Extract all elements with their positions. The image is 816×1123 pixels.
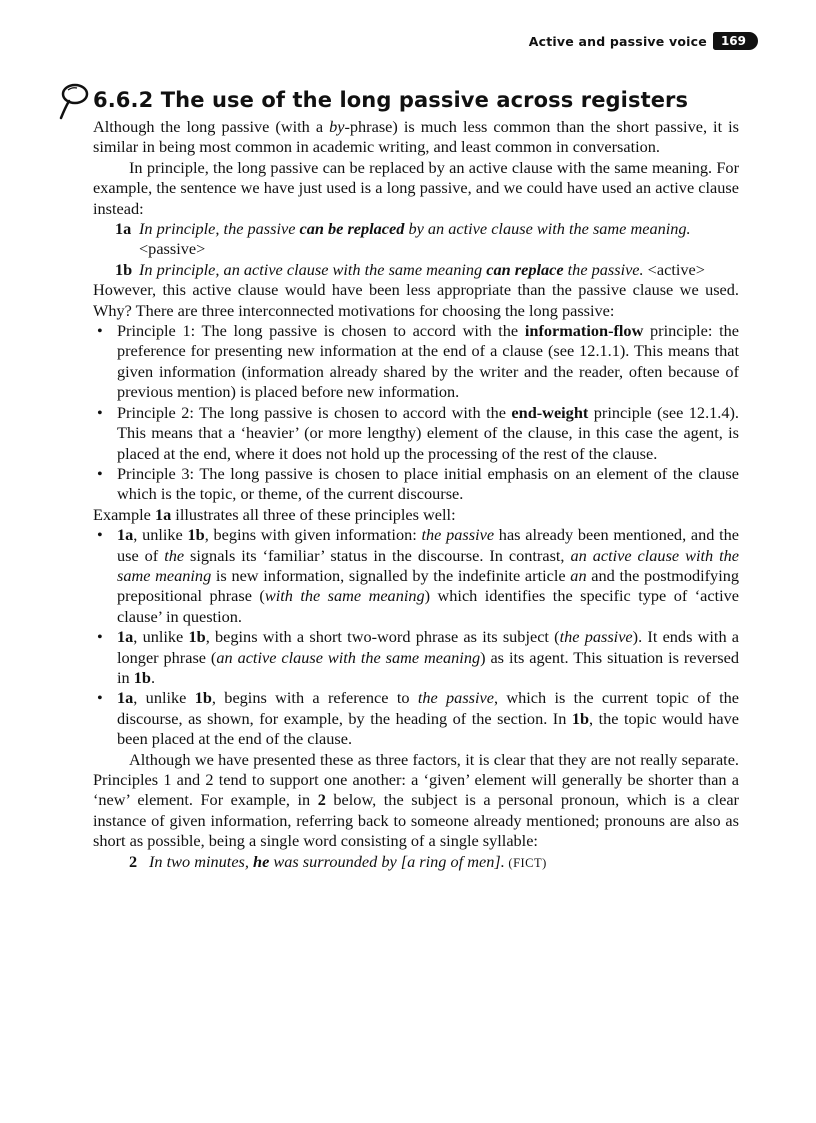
paragraph-2: In principle, the long passive can be replaced by an active clause with the same meaning. For example, the sentence we have just used is a long passive, and we could have used an active clause instead: [93,157,739,218]
list-item: • Principle 3: The long passive is chosen to place initial emphasis on an element of the clause which is the topic, or theme, of the current discourse. [93,464,739,505]
list-item: • Principle 1: The long passive is chosen to accord with the information-flow principle: the preference for presenting new information at the end of a clause (see 12.1.1). This means that given information (information already shared by the writer and the reader, often because of previous mention) is placed before new information. [93,321,739,403]
paragraph-1: Although the long passive (with a by-phrase) is much less common than the short passive, it is similar in being most common in academic writing, and least common in conversation. [93,117,739,157]
paragraph-4: Example 1a illustrates all three of these principles well: [93,504,456,524]
example-1a [93,219,739,260]
section-number: 6.6.2 [93,88,154,112]
example-number: 1a [115,219,132,239]
section-heading [55,80,688,120]
list-item: • 1a, unlike 1b, begins with a short two-word phrase as its subject (the passive). It ends with a longer phrase (an active clause with the same meaning) as its agent. This situation is reversed in 1b. [93,627,739,688]
section-title [93,88,688,112]
paragraph-3: However, this active clause would have been less appropriate than the passive clause we used. Why? There are three interconnected motivations for choosing the long passive: [93,280,739,320]
list-item: • Principle 2: The long passive is chosen to accord with the end-weight principle (see 12.1.4). This means that a ‘heavier’ (or more lengthy) element of the clause, in this case the agent, is placed at the end, where it does not hold up the processing of the rest of the clause. [93,403,739,464]
example-text: In two minutes, he was surrounded by [a ring of men]. (FICT) [149,851,547,871]
running-head-title: Active and passive voice [528,33,707,49]
running-head [529,30,758,52]
body-text [93,117,739,873]
analysis-list [93,525,739,749]
example-number: 2 [129,851,138,871]
list-item: • 1a, unlike 1b, begins with given information: the passive has already been mentioned, and the use of the signals its ‘familiar’ status in the discourse. In contrast, an active clause with the same meaning is new information, signalled by the indefinite article an and the postmodifying prepositional phrase (with the same meaning) which identifies the specific type of ‘active clause’ in question. [93,525,739,627]
example-text: In principle, an active clause with the same meaning can replace the passive. <active> [139,259,705,279]
example-1b [93,260,739,280]
example-text: In principle, the passive can be replaced by an active clause with the same meaning. <passive> [139,219,691,259]
page-number-badge: 169 [713,32,758,50]
example-number: 1b [115,259,133,279]
list-item: • 1a, unlike 1b, begins with a reference to the passive, which is the current topic of the discourse, as shown, for example, by the heading of the section. In 1b, the topic would have been placed at the end of the clause. [93,688,739,749]
example-2 [93,852,739,873]
magnifying-glass-icon [55,80,91,120]
principles-list [93,321,739,505]
paragraph-5: Although we have presented these as three factors, it is clear that they are not really separate. Principles 1 and 2 tend to support one another: a ‘given’ element will generally be shorter than a ‘new’ element. For example, in 2 below, the subject is a personal pronoun, which is a clear instance of given information, referring back to someone already mentioned; pronouns are also as short as possible, being a single word consisting of a single syllable: [93,749,739,851]
section-title-text: The use of the long passive across registers [160,88,689,112]
